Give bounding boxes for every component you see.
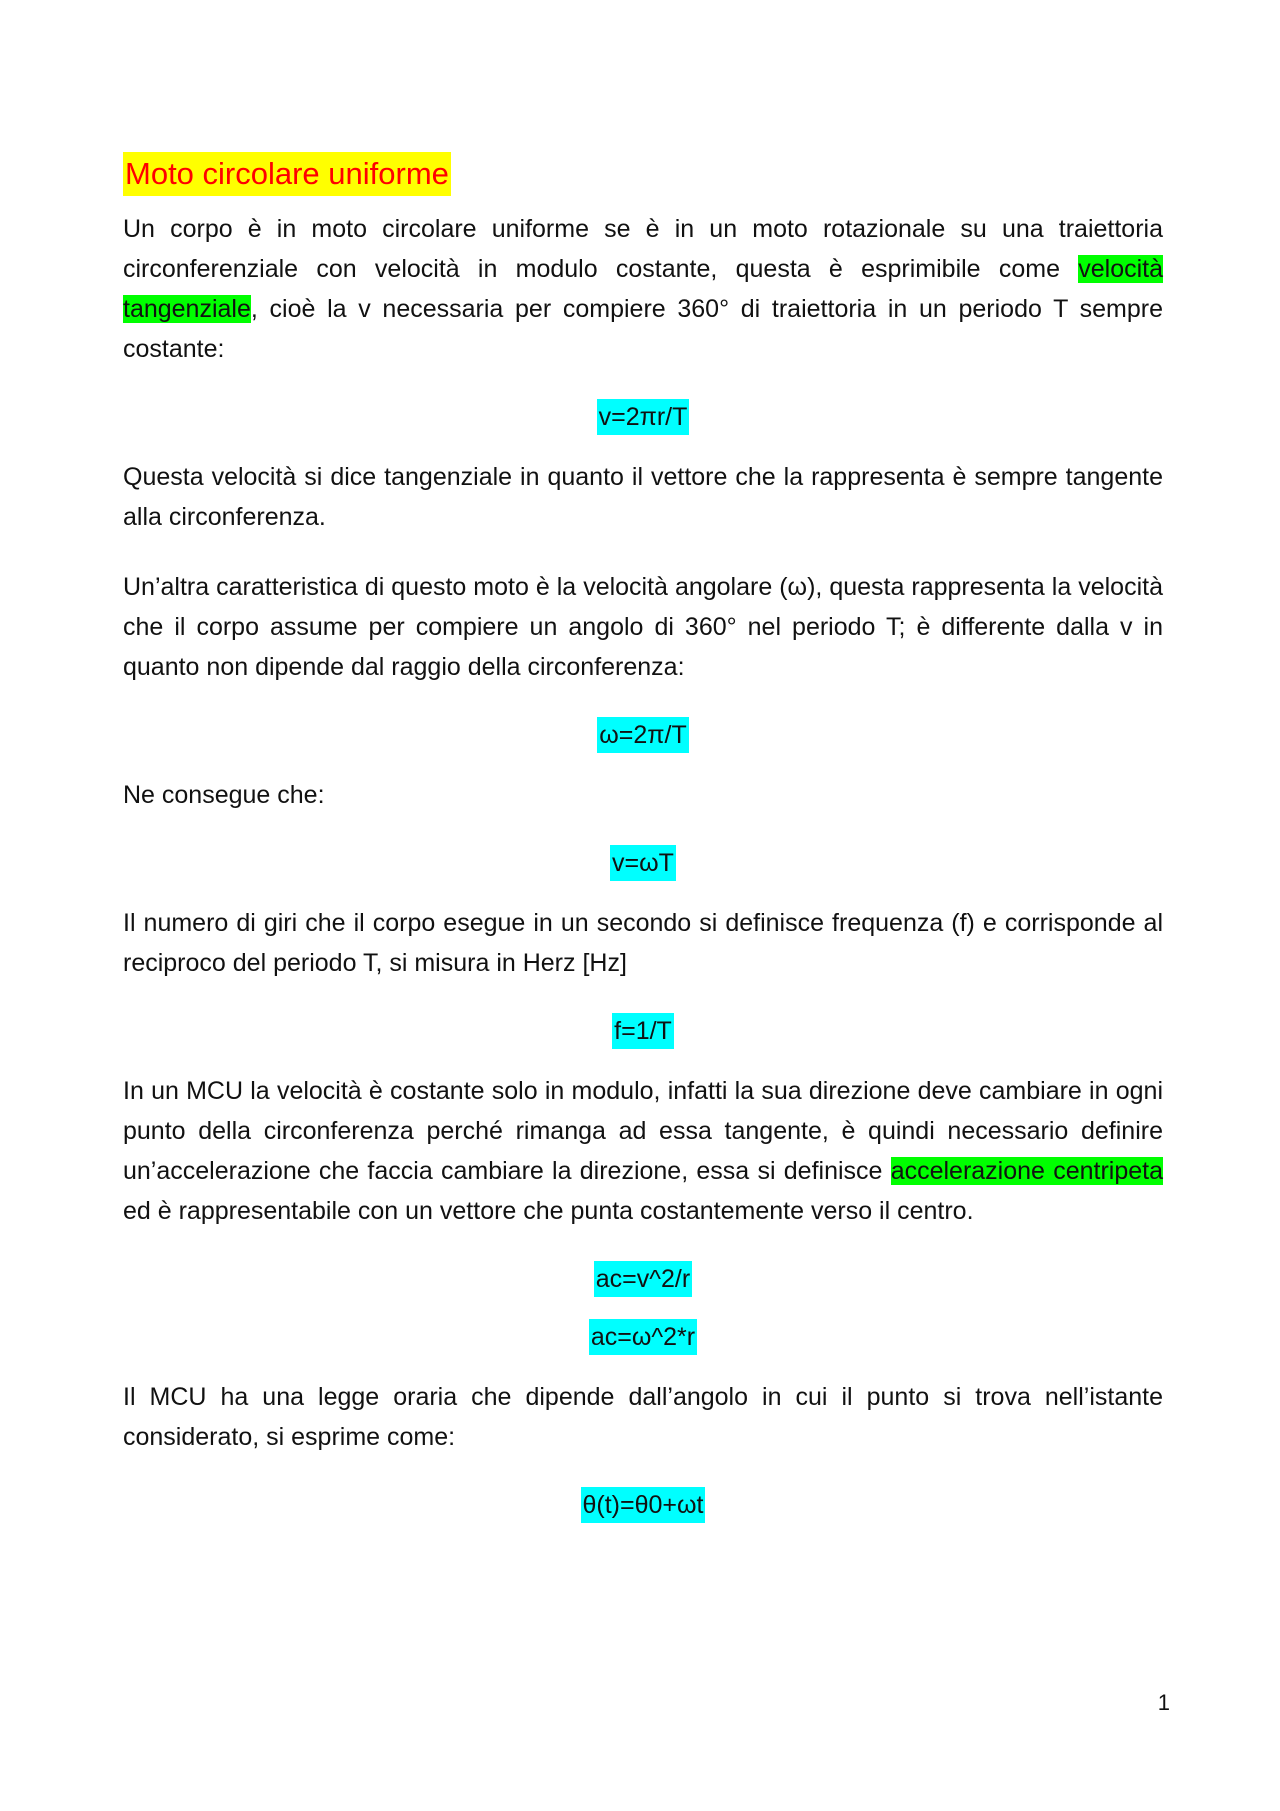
formula-row bbox=[123, 1261, 1163, 1297]
formula-row bbox=[123, 845, 1163, 881]
formula-tangential-velocity: v=2πr/T bbox=[597, 399, 690, 435]
formula-row bbox=[123, 399, 1163, 435]
formula-row bbox=[123, 1487, 1163, 1523]
section-title: Moto circolare uniforme bbox=[123, 152, 451, 196]
paragraph-frequency: Il numero di giri che il corpo esegue in un secondo si definisce frequenza (f) e corrisponde al reciproco del periodo T, si misura in Herz [Hz] bbox=[123, 909, 1163, 977]
paragraph-text: , cioè la v necessaria per compiere 360° di traiettoria in un periodo T sempre costante: bbox=[123, 295, 1163, 363]
paragraph-tangential: Questa velocità si dice tangenziale in quanto il vettore che la rappresenta è sempre tangente alla circonferenza. bbox=[123, 463, 1163, 531]
formula-frequency: f=1/T bbox=[612, 1013, 674, 1049]
paragraph-angular-velocity: Un’altra caratteristica di questo moto è la velocità angolare (ω), questa rappresenta la velocità che il corpo assume per compiere un angolo di 360° nel periodo T; è differente dalla v in quanto non dipende dal raggio della circonferenza: bbox=[123, 573, 1163, 681]
paragraph-text: ed è rappresentabile con un vettore che punta costantemente verso il centro. bbox=[123, 1197, 974, 1225]
formula-v-omega: v=ωT bbox=[610, 845, 676, 881]
paragraph-text: Un corpo è in moto circolare uniforme se è in un moto rotazionale su una traiettoria circonferenziale con velocità in modulo costante, questa è esprimibile come bbox=[123, 215, 1163, 283]
formula-centripetal-1: ac=v^2/r bbox=[594, 1261, 692, 1297]
highlight-accelerazione-centripeta: accelerazione centripeta bbox=[890, 1157, 1163, 1185]
paragraph-consequence: Ne consegue che: bbox=[123, 781, 325, 809]
formula-row bbox=[123, 717, 1163, 753]
formula-centripetal-2: ac=ω^2*r bbox=[589, 1319, 697, 1355]
formula-row bbox=[123, 1319, 1163, 1355]
highlight-velocita-tangenziale: velocità tangenziale bbox=[123, 255, 1163, 323]
paragraph-definition bbox=[123, 209, 1163, 369]
paragraph-text: In un MCU la velocità è costante solo in modulo, infatti la sua direzione deve cambiare in ogni punto della circonferenza perché rimanga ad essa tangente, è quindi necessario definire un’accelerazione che faccia cambiare la direzione, essa si definisce bbox=[123, 1077, 1163, 1185]
formula-time-law: θ(t)=θ0+ωt bbox=[581, 1487, 706, 1523]
paragraph-centripetal bbox=[123, 1071, 1163, 1231]
page-content bbox=[123, 152, 1163, 1545]
formula-row bbox=[123, 1013, 1163, 1049]
page-number: 1 bbox=[1157, 1690, 1170, 1715]
formula-angular-velocity: ω=2π/T bbox=[597, 717, 689, 753]
paragraph-law: Il MCU ha una legge oraria che dipende dall’angolo in cui il punto si trova nell’istante considerato, si esprime come: bbox=[123, 1383, 1163, 1451]
